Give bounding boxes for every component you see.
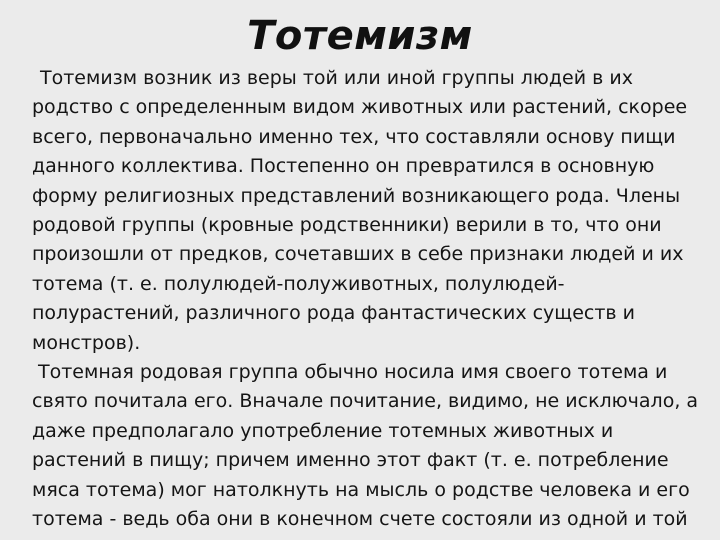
text-line: тотема (т. е. полулюдей-полуживотных, полулюдей- — [32, 272, 565, 295]
text-line: полурастений, различного рода фантастических существ и — [32, 302, 635, 325]
slide-title: Тотемизм — [247, 13, 473, 59]
text-line: данного коллектива. Постепенно он превратился в основную — [32, 155, 655, 178]
text-line: растений в пищу; причем именно этот факт (т. е. потребление — [32, 449, 669, 472]
paragraph-1 — [32, 64, 704, 358]
text-line: родовой группы (кровные родственники) верили в то, что они — [32, 214, 662, 237]
text-line: свято почитала его. Вначале почитание, видимо, не исключало, а — [32, 390, 699, 413]
text-line: мяса тотема) мог натолкнуть на мысль о родстве человека и его — [32, 478, 690, 501]
text-line: Тотемизм возник из веры той или иной группы людей в их — [40, 67, 633, 89]
text-line: тотема - ведь оба они в конечном счете состояли из одной и той — [32, 508, 688, 531]
text-line: родство с определенным видом животных или растений, скорее — [32, 96, 688, 119]
text-line: монстров). — [32, 331, 141, 354]
text-line: произошли от предков, сочетавших в себе признаки людей и их — [32, 243, 684, 266]
text-line: всего, первоначально именно тех, что составляли основу пищи — [32, 125, 676, 148]
text-line: форму религиозных представлений возникающего рода. Члены — [32, 184, 681, 207]
text-line: даже предполагало употребление тотемных животных и — [32, 419, 614, 442]
paragraph-2 — [32, 358, 704, 534]
text-line: Тотемная родовая группа обычно носила имя своего тотема и — [38, 361, 668, 384]
slide-body — [32, 64, 704, 535]
